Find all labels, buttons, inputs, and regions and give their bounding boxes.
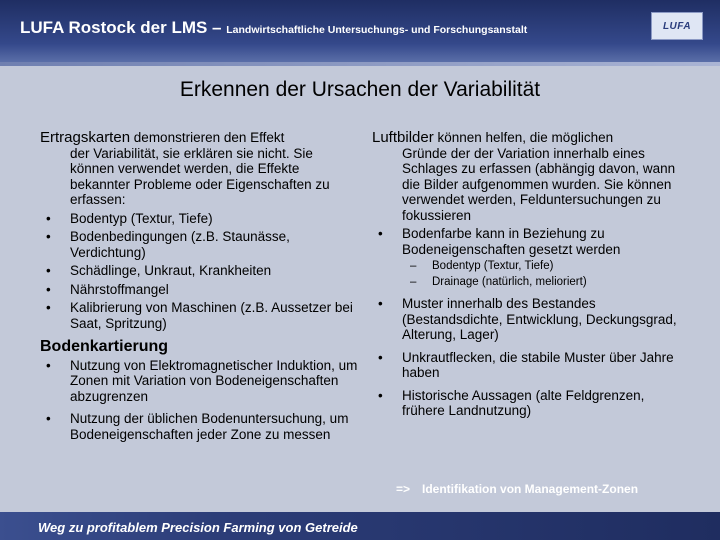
yield-maps-paragraph (40, 130, 360, 146)
list-item: • Bodenbedingungen (z.B. Staunässe, Verdichtung) (40, 229, 360, 260)
list-item: • Unkrautflecken, die stabile Muster über Jahre haben (372, 350, 684, 381)
header-title (20, 18, 527, 38)
aerial-photos-paragraph (372, 130, 684, 146)
management-zones-result (396, 482, 638, 496)
list-item: • Bodenfarbe kann in Beziehung zu Bodeneigenschaften gesetzt werden (372, 226, 684, 257)
header-divider (0, 62, 720, 66)
header-banner (0, 0, 720, 62)
list-item: • Nutzung von Elektromagnetischer Induktion, um Zonen mit Variation von Bodeneigenschaften abzugrenzen (40, 358, 360, 405)
header-subtitle: Landwirtschaftliche Untersuchungs- und Forschungsanstalt (226, 24, 528, 36)
header-title-main: LUFA Rostock der LMS – (20, 18, 227, 37)
sub-list-item: – Drainage (natürlich, melioriert) (372, 275, 684, 289)
list-item: • Nutzung der üblichen Bodenuntersuchung, um Bodeneigenschaften jeder Zone zu messen (40, 411, 360, 442)
result-text: Identifikation von Management-Zonen (422, 482, 639, 496)
logo-text: LUFA (662, 20, 692, 32)
list-item: • Bodentyp (Textur, Tiefe) (40, 211, 360, 227)
aerial-photos-heading: Luftbilder (372, 129, 434, 146)
lufa-logo (651, 12, 703, 40)
list-item: • Muster innerhalb des Bestandes (Bestandsdichte, Entwicklung, Deckungsgrad, Alterung, Lager) (372, 296, 684, 343)
yield-maps-text: der Variabilität, sie erklären sie nicht. Sie können verwendet werden, die Effekte bekannter Probleme oder Eigenschaften zu erfassen: (70, 145, 330, 207)
footer-text: Weg zu profitablem Precision Farming von Getreide (38, 520, 358, 535)
list-item: • Historische Aussagen (alte Feldgrenzen, frühere Landnutzung) (372, 388, 684, 419)
right-column (372, 130, 684, 419)
list-item: • Schädlinge, Unkraut, Krankheiten (40, 263, 360, 279)
soil-mapping-heading: Bodenkartierung (40, 338, 169, 355)
footer-bar (0, 512, 720, 540)
left-column (40, 130, 360, 442)
list-item: • Nährstoffmangel (40, 282, 360, 298)
list-item: • Kalibrierung von Maschinen (z.B. Aussetzer bei Saat, Spritzung) (40, 300, 360, 331)
sub-list-item: – Bodentyp (Textur, Tiefe) (372, 259, 684, 273)
result-arrow: => (396, 482, 411, 496)
aerial-photos-text: Gründe der der Variation innerhalb eines Schlages zu erfassen (abhängig davon, wann die Bilder aufgenommen wurden. Sie können verwendet werden, Felduntersuchungen zu fokussieren (402, 145, 676, 223)
yield-maps-lead: demonstrieren den Effekt (130, 130, 285, 145)
page-title: Erkennen der Ursachen der Variabilität (179, 78, 541, 101)
yield-maps-heading: Ertragskarten (40, 129, 131, 146)
aerial-photos-lead: können helfen, die möglichen (433, 130, 614, 145)
